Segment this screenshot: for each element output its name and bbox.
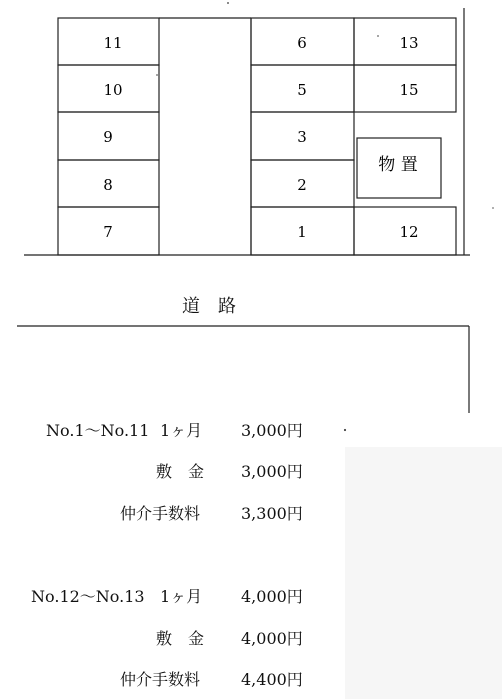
- slot-12: [354, 207, 456, 255]
- group1-monthly-label: 1ヶ月: [160, 421, 203, 440]
- aisle: [159, 18, 251, 255]
- group2-deposit-value: 4,000円: [241, 629, 303, 648]
- slot-8: [58, 160, 159, 207]
- slot-10-label: 10: [103, 81, 123, 99]
- slot-15-label: 15: [399, 81, 419, 99]
- group2-commission-label: 仲介手数料: [120, 670, 201, 689]
- slot-1-label: 1: [297, 223, 307, 241]
- group1-monthly-value: 3,000円: [241, 421, 303, 440]
- slot-6: [251, 18, 354, 65]
- slot-6-label: 6: [297, 34, 307, 52]
- slot-2: [251, 160, 354, 207]
- scan-speck: [377, 35, 379, 37]
- group1-deposit-label: 敷 金: [156, 462, 205, 481]
- slot-3-label: 3: [297, 128, 307, 146]
- scan-speck: [156, 74, 158, 76]
- group1-commission-label: 仲介手数料: [120, 504, 201, 523]
- slot-9: [58, 112, 159, 160]
- slot-13: [354, 18, 456, 65]
- group1-deposit-value: 3,000円: [241, 462, 303, 481]
- group1-commission-value: 3,300円: [241, 504, 303, 523]
- slot-8-label: 8: [103, 176, 113, 194]
- group1-range: No.1〜No.11: [46, 421, 150, 440]
- slot-3: [251, 112, 354, 160]
- slot-5: [251, 65, 354, 112]
- group2-monthly-value: 4,000円: [241, 587, 303, 606]
- group2-deposit-label: 敷 金: [156, 629, 205, 648]
- slot-7-label: 7: [103, 223, 113, 241]
- road-label: 道路: [182, 296, 254, 317]
- scan-speck: [227, 2, 229, 4]
- road-edge: [17, 326, 469, 413]
- slot-15: [354, 65, 456, 112]
- slot-5-label: 5: [297, 81, 307, 99]
- storage-shed: [357, 138, 441, 198]
- storage-label: 物 置: [378, 155, 418, 175]
- group2-monthly-label: 1ヶ月: [160, 587, 203, 606]
- group2-range: No.12〜No.13: [31, 587, 145, 606]
- slot-13-label: 13: [399, 34, 419, 52]
- slot-12-label: 12: [399, 223, 419, 241]
- slot-7: [58, 207, 159, 255]
- group2-commission-value: 4,400円: [241, 670, 303, 689]
- slot-2-label: 2: [297, 176, 307, 194]
- slot-11-label: 11: [103, 34, 123, 52]
- slot-11: [58, 18, 159, 65]
- slot-9-label: 9: [103, 128, 113, 146]
- slot-1: [251, 207, 354, 255]
- slot-10: [58, 65, 159, 112]
- scan-speck: [344, 429, 346, 431]
- scan-speck: [492, 207, 494, 209]
